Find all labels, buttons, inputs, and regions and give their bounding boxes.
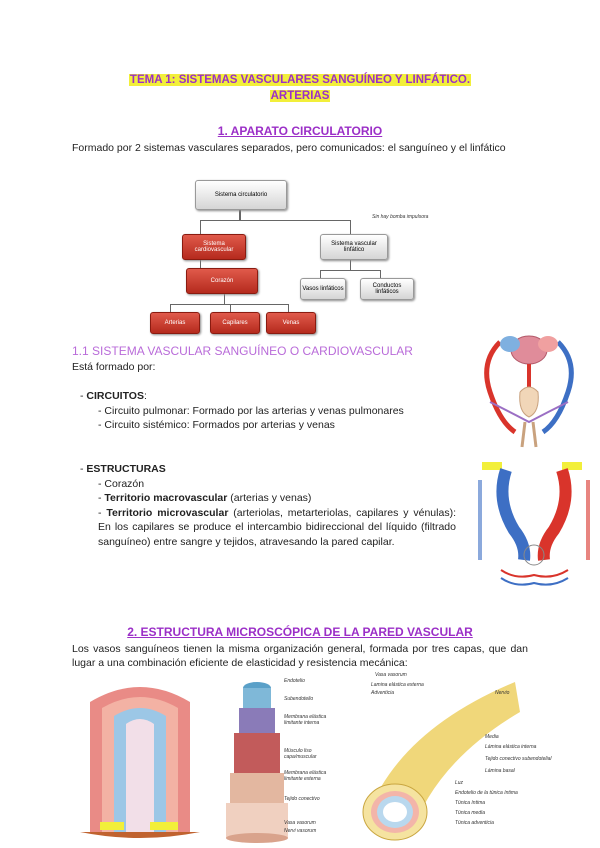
- section-heading-2: 2. ESTRUCTURA MICROSCÓPICA DE LA PARED VASCULAR: [127, 625, 473, 639]
- label-subendotelio: Subendotelio: [284, 696, 314, 702]
- label-tunica-intima: Túnica íntima: [455, 800, 486, 806]
- section-1-intro: Formado por 2 sistemas vasculares separados, pero comunicados: el sanguíneo y el linfático: [72, 142, 506, 154]
- label-musculo-liso: Músculo liso capa/muscular: [284, 748, 317, 760]
- label-tejido-subendotelial: Tejido conectivo subendotelial: [485, 756, 552, 762]
- diagram-note: Sin hay bomba impulsora: [372, 214, 429, 220]
- page-title: [70, 72, 530, 104]
- circuitos-label: CIRCUITOS: [86, 390, 144, 402]
- estructuras-list: - ESTRUCTURAS - Corazón - Territorio macrovascular (arterias y venas) - Territorio microvascular (arteriolas, metarteriolas, capilares y vénulas): En los capilares se produce el intercambio bidireccional del líquido (filtrado sanguíneo) entre sangre y tejidos, atravesando la pared capilar.: [80, 463, 456, 548]
- label-nervi-vasorum: Nervi vasorum: [284, 828, 317, 834]
- box-sistema-circulatorio: Sistema circulatorio: [195, 180, 287, 210]
- label-lamina-externa: Lamina elástica externa: [371, 682, 424, 688]
- vessel-cross-section-image: [70, 672, 210, 844]
- box-venas: Venas: [266, 312, 316, 334]
- circulatory-diagram: [150, 170, 429, 340]
- label-nervio: Nervio: [495, 690, 510, 696]
- box-arterias: Arterias: [150, 312, 200, 334]
- circuito-pulmonar: Circuito pulmonar: Formado por las arterias y venas pulmonares: [104, 404, 404, 417]
- estructura-macro-rest: (arterias y venas): [227, 492, 312, 504]
- estructura-micro-bold: Territorio microvascular: [106, 506, 229, 519]
- label-tunica-adventicia: Túnica adventicia: [455, 820, 494, 826]
- section-2-intro: Los vasos sanguíneos tienen la misma organización general, formada por tres capas, que dan lugar a una combinación eficiente de elasticidad y resistencia mecánica:: [72, 643, 528, 669]
- estructuras-label: ESTRUCTURAS: [86, 463, 166, 475]
- estructura-corazon: Corazón: [104, 477, 145, 490]
- label-tejido-conectivo: Tejido conectivo: [284, 796, 320, 802]
- artery-wall-figure: [355, 672, 552, 844]
- vessel-layers-figure: [222, 678, 332, 843]
- title-line-2: ARTERIAS: [270, 90, 330, 102]
- section-heading-1: 1. APARATO CIRCULATORIO: [217, 124, 383, 138]
- label-tunica-media: Túnica media: [455, 810, 486, 816]
- vascular-territories-image: [476, 460, 592, 600]
- title-line-1: TEMA 1: SISTEMAS VASCULARES SANGUÍNEO Y LINFÁTICO.: [129, 74, 471, 86]
- label-endotelio-intima: Endotelio de la túnica íntima: [455, 790, 518, 796]
- label-membrana-externa: Membrana elástica limitante externa: [284, 770, 327, 782]
- box-vasos-linfaticos: Vasos linfáticos: [300, 278, 346, 300]
- circuito-sistemico: Circuito sistémico: Formados por arterias y venas: [104, 419, 335, 431]
- circuitos-colon: :: [143, 390, 147, 402]
- label-membrana-interna: Membrana elástica limitante interna: [284, 714, 327, 726]
- box-conductos-linfaticos: Conductos linfáticos: [360, 278, 414, 300]
- box-corazon: Corazón: [186, 268, 258, 294]
- label-vasa-vasorum: Vasa vasorum: [284, 820, 316, 826]
- circulation-schematic-image: [470, 322, 588, 452]
- label-endotelio: Endotelio: [284, 678, 305, 684]
- label-luz: Luz: [455, 780, 464, 786]
- section-1-1-intro: Está formado por:: [72, 361, 156, 373]
- label-media: Media: [485, 734, 499, 740]
- section-heading-1-1: 1.1 SISTEMA VASCULAR SANGUÍNEO O CARDIOVASCULAR: [72, 344, 413, 358]
- vessel-layers-image: [222, 678, 292, 843]
- label-lamina-basal: Lámina basal: [485, 768, 515, 774]
- circuitos-list: - CIRCUITOS: - Circuito pulmonar: Formado por las arterias y venas pulmonares - Circuito sistémico: Formados por arterias y venas: [80, 390, 404, 431]
- label-vasa-vasorum-right: Vasa vasorum: [375, 672, 407, 678]
- box-capilares: Capilares: [210, 312, 260, 334]
- label-lamina-interna: Lámina elástica interna: [485, 744, 537, 750]
- box-sistema-linfatico: Sistema vascular linfático: [320, 234, 388, 260]
- estructura-macro-bold: Territorio macrovascular: [104, 492, 228, 504]
- label-adventicia: Adventicia: [371, 690, 395, 696]
- box-sistema-cardiovascular: Sistema cardiovascular: [182, 234, 246, 260]
- estructura-micro-rest: (arteriolas, metarteriolas, capilares y vénulas): En los capilares se produce el intercambio bidireccional del líquido (filtrado sanguíneo) entre sangre y tejidos, atravesando la pared capilar.: [98, 506, 456, 548]
